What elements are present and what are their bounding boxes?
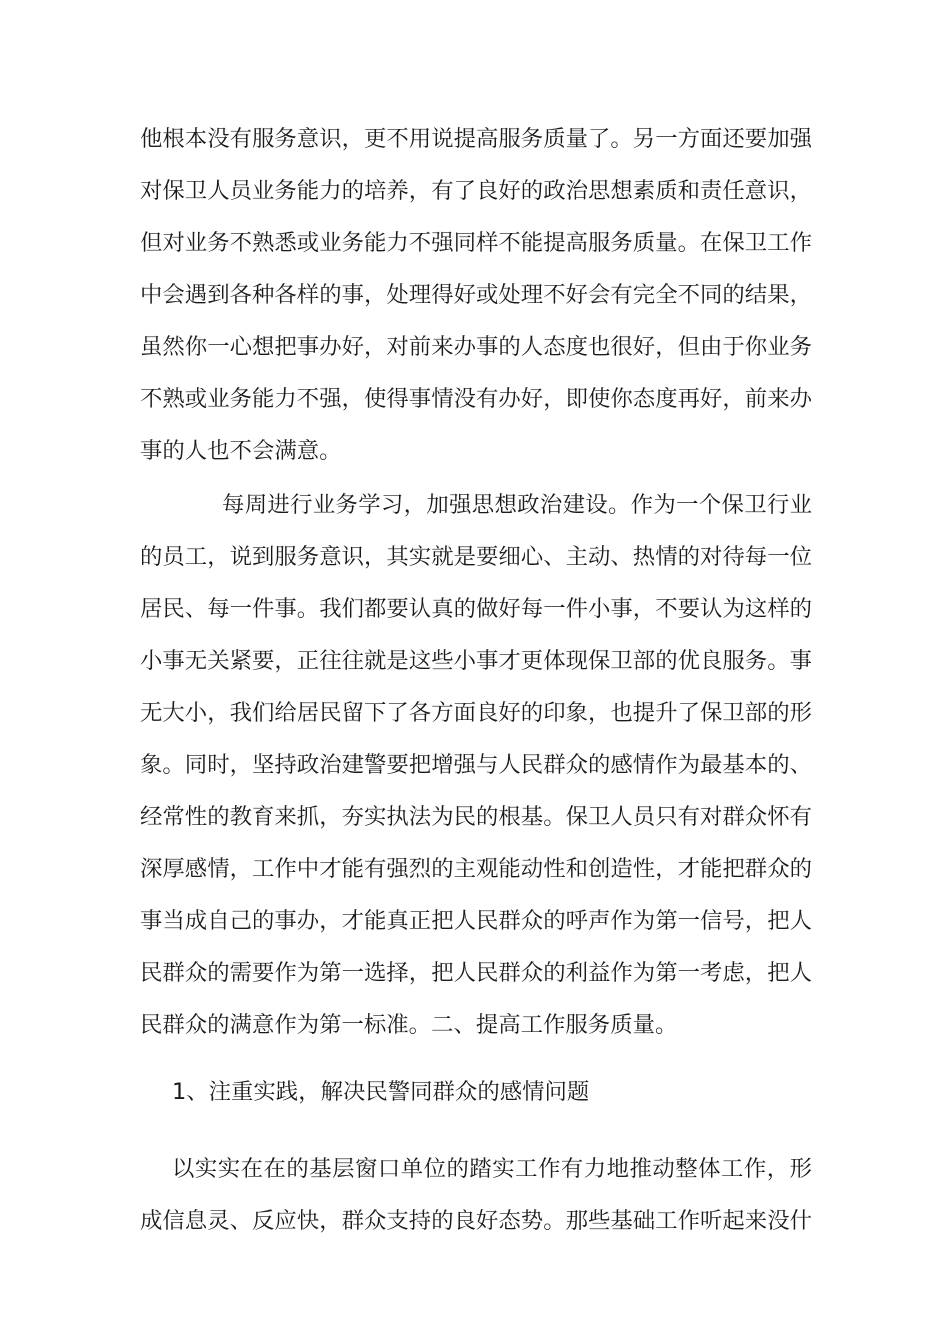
paragraph-2-line-3: 居民、每一件事。我们都要认真的做好每一件小事，不要认为这样的 xyxy=(140,596,812,622)
section-subheading: 1、注重实践，解决民警同群众的感情问题 xyxy=(172,1079,590,1105)
paragraph-1-line-6: 不熟或业务能力不强，使得事情没有办好，即使你态度再好，前来办 xyxy=(140,386,812,412)
paragraph-2-line-7: 经常性的教育来抓，夯实执法为民的根基。保卫人员只有对群众怀有 xyxy=(140,804,812,830)
paragraph-1-line-4: 中会遇到各种各样的事，处理得好或处理不好会有完全不同的结果， xyxy=(140,282,812,308)
paragraph-1-line-3: 但对业务不熟悉或业务能力不强同样不能提高服务质量。在保卫工作 xyxy=(140,230,812,256)
paragraph-2-line-5: 无大小，我们给居民留下了各方面良好的印象，也提升了保卫部的形 xyxy=(140,700,812,726)
paragraph-2-line-11: 民群众的满意作为第一标准。二、提高工作服务质量。 xyxy=(140,1012,678,1038)
paragraph-3-line-1: 以实实在在的基层窗口单位的踏实工作有力地推动整体工作，形 xyxy=(172,1156,812,1182)
paragraph-1-line-1: 他根本没有服务意识，更不用说提高服务质量了。另一方面还要加强 xyxy=(140,126,812,152)
paragraph-1-line-2: 对保卫人员业务能力的培养，有了良好的政治思想素质和责任意识， xyxy=(140,178,812,204)
paragraph-2-line-10: 民群众的需要作为第一选择，把人民群众的利益作为第一考虑，把人 xyxy=(140,960,812,986)
paragraph-1-line-7: 事的人也不会满意。 xyxy=(140,438,342,464)
paragraph-2-line-1: 每周进行业务学习，加强思想政治建设。作为一个保卫行业 xyxy=(222,492,812,518)
paragraph-2-line-9: 事当成自己的事办，才能真正把人民群众的呼声作为第一信号，把人 xyxy=(140,908,812,934)
paragraph-1-line-5: 虽然你一心想把事办好，对前来办事的人态度也很好，但由于你业务 xyxy=(140,334,812,360)
paragraph-2-line-8: 深厚感情，工作中才能有强烈的主观能动性和创造性，才能把群众的 xyxy=(140,856,812,882)
paragraph-2-line-2: 的员工，说到服务意识，其实就是要细心、主动、热情的对待每一位 xyxy=(140,544,812,570)
paragraph-3-line-2: 成信息灵、反应快，群众支持的良好态势。那些基础工作听起来没什 xyxy=(140,1208,812,1234)
paragraph-2-line-6: 象。同时，坚持政治建警要把增强与人民群众的感情作为最基本的、 xyxy=(140,752,812,778)
paragraph-2-line-4: 小事无关紧要，正往往就是这些小事才更体现保卫部的优良服务。事 xyxy=(140,648,812,674)
